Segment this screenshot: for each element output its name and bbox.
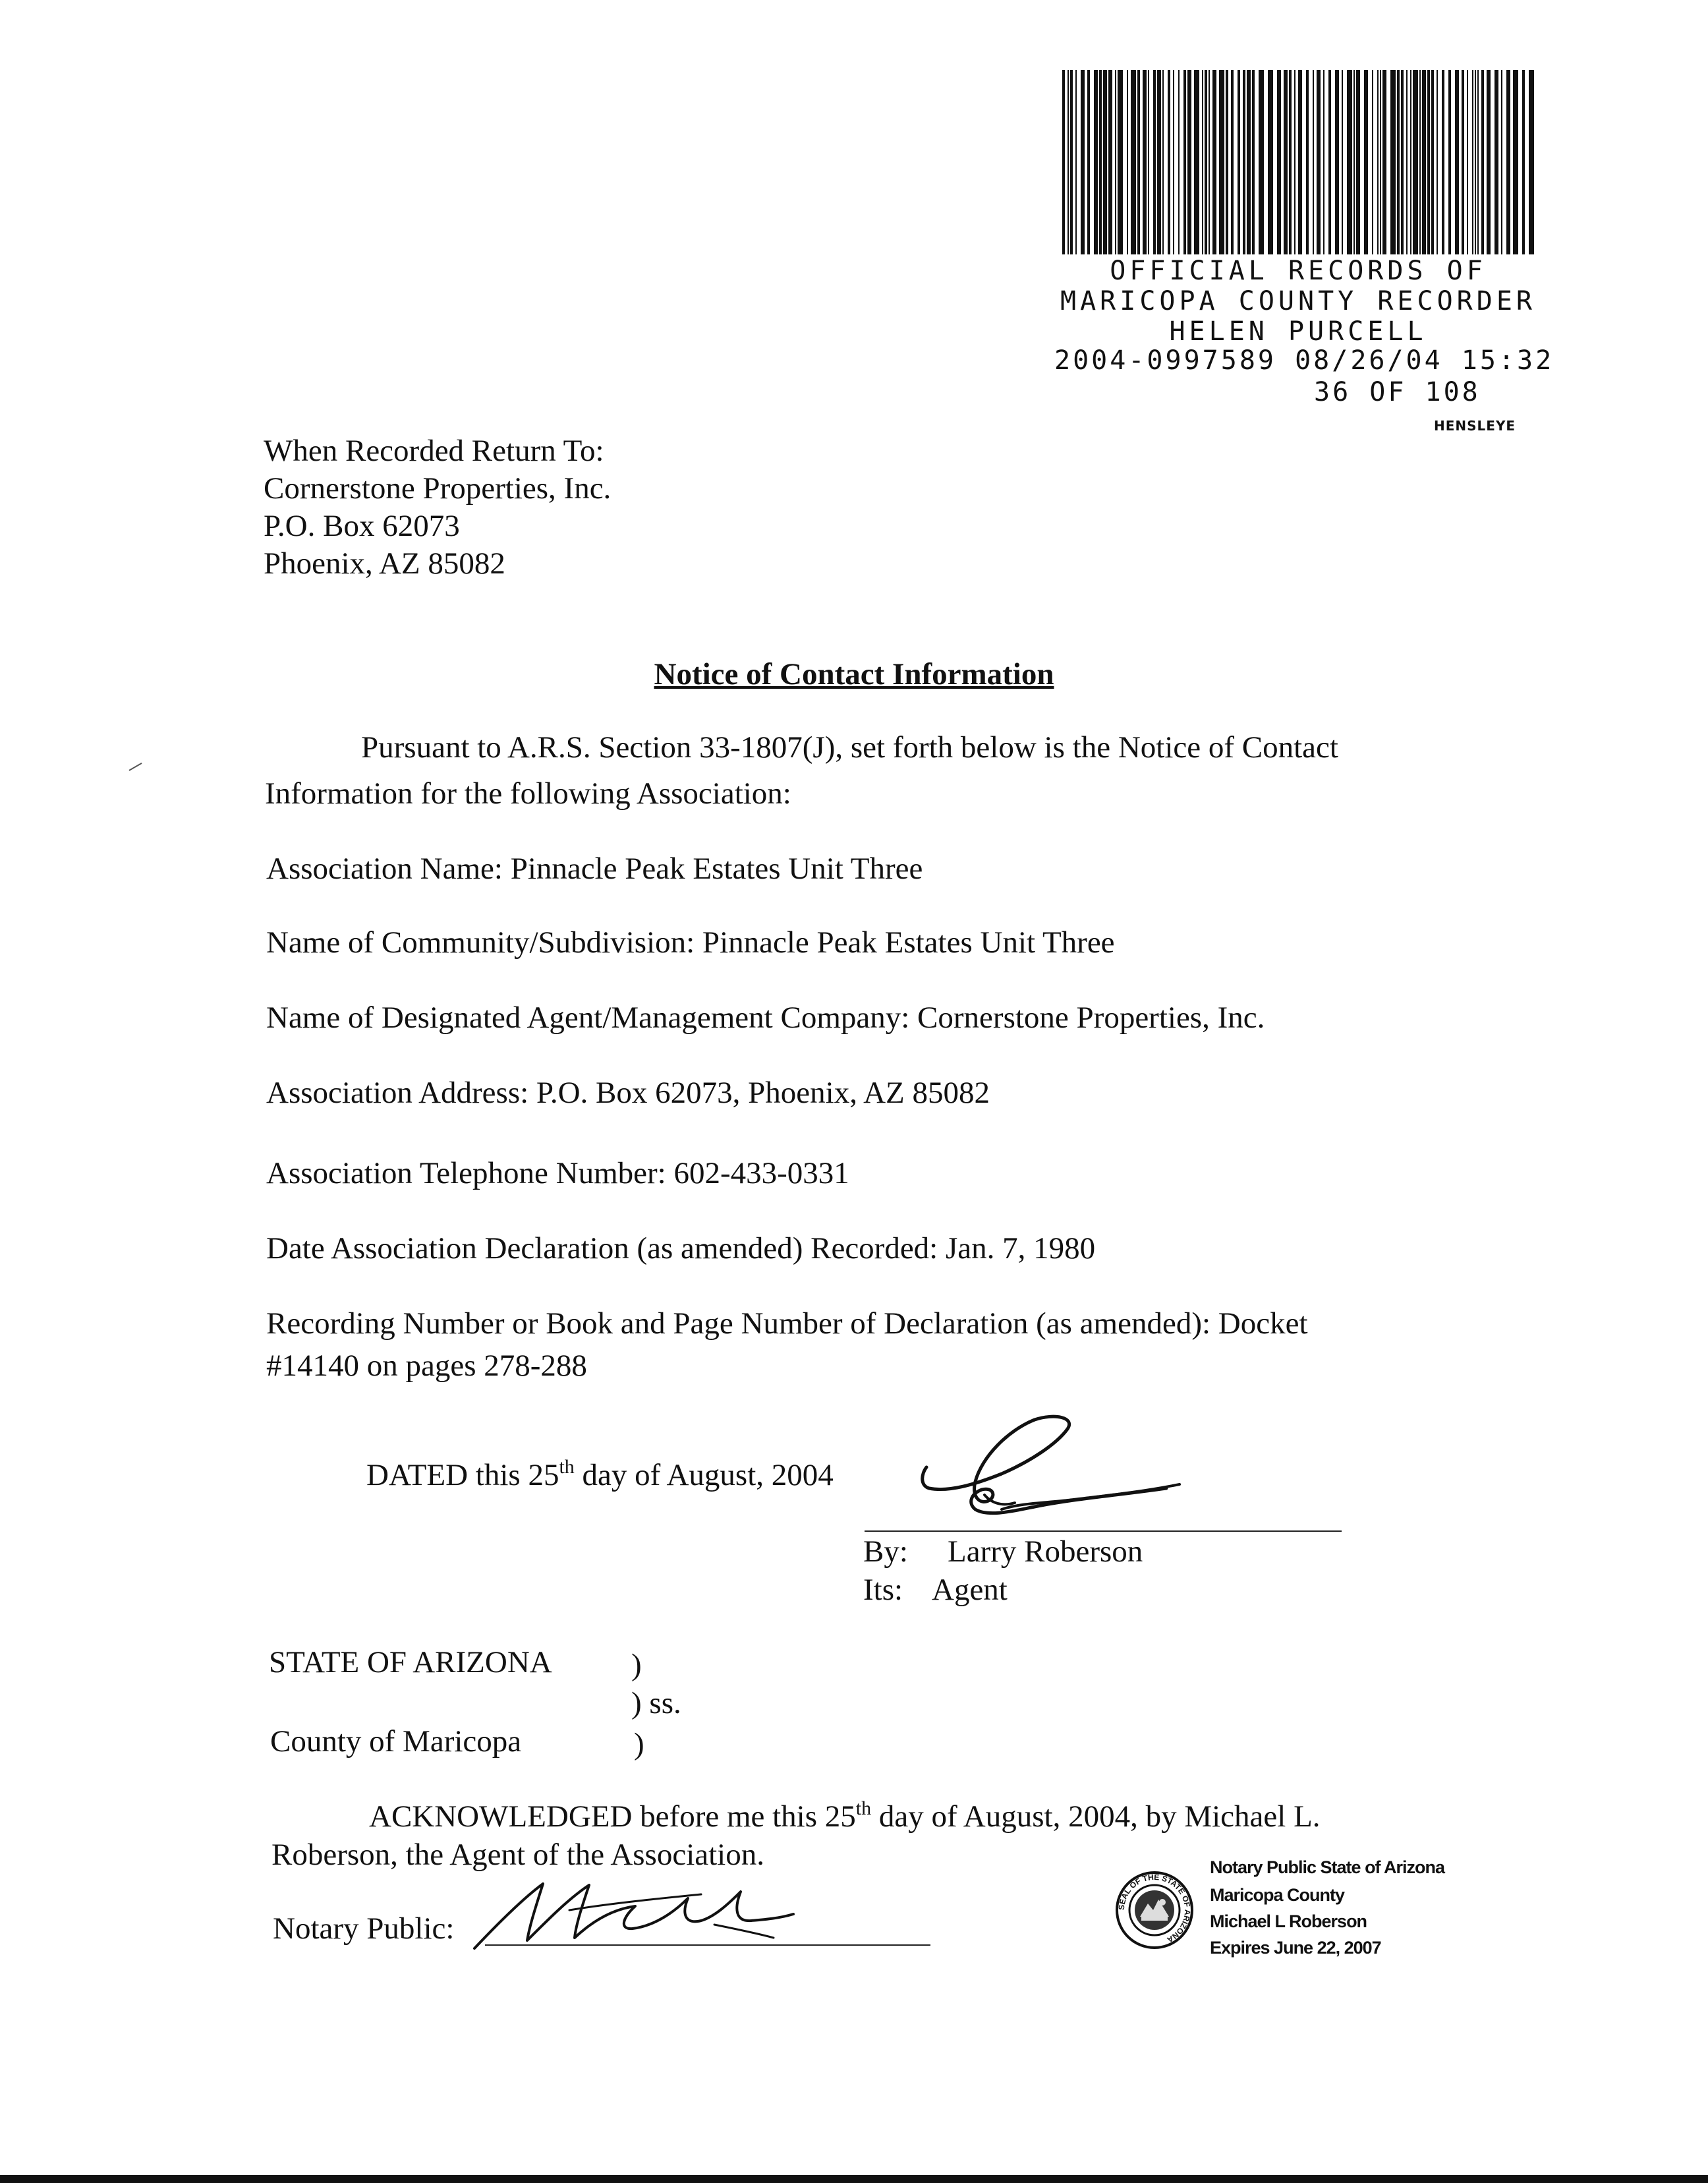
dated-ordinal: th — [559, 1456, 575, 1478]
notary-seal-line1: Notary Public State of Arizona — [1210, 1857, 1445, 1877]
barcode-bar — [1219, 70, 1224, 254]
barcode-bar — [1259, 70, 1264, 254]
barcode-bar — [1115, 70, 1116, 254]
barcode-bar — [1347, 70, 1352, 254]
seal-outer-text: SEAL OF THE STATE OF ARIZONA — [1116, 1872, 1193, 1945]
barcode-bar — [1335, 70, 1339, 254]
barcode-bar — [1252, 70, 1255, 254]
barcode-bar — [1323, 70, 1324, 254]
barcode-bar — [1284, 70, 1288, 254]
notary-seal-line2: Maricopa County — [1210, 1885, 1345, 1905]
barcode-bar — [1328, 70, 1331, 254]
barcode-bar — [1506, 70, 1510, 254]
document-title: Notice of Contact Information — [654, 657, 1054, 691]
association-telephone: Association Telephone Number: 602-433-0331 — [266, 1156, 849, 1190]
barcode-bar — [1419, 70, 1421, 254]
return-address-block — [264, 432, 611, 583]
barcode-bar — [1437, 70, 1438, 254]
barcode-bar — [1472, 70, 1473, 254]
barcode-bar — [1317, 70, 1321, 254]
barcode-bar — [1313, 70, 1314, 254]
barcode-bar — [1238, 70, 1240, 254]
page-count: 36 OF 108 — [1314, 377, 1481, 407]
barcode-bar — [1068, 70, 1069, 254]
recorder-stamp-line3: HELEN PURCELL — [1169, 316, 1427, 347]
recorder-stamp-line2: MARICOPA COUNTY RECORDER — [1060, 286, 1536, 316]
barcode-bar — [1194, 70, 1199, 254]
barcode-bar — [1377, 70, 1379, 254]
venue-paren-1: ) — [631, 1648, 642, 1682]
intro-line1: Pursuant to A.R.S. Section 33-1807(J), set forth below is the Notice of Contact — [361, 730, 1338, 765]
venue-paren-2: ) — [634, 1727, 644, 1761]
barcode-bar — [1087, 70, 1090, 254]
barcode-bar — [1243, 70, 1245, 254]
barcode-bar — [1062, 70, 1065, 254]
ack-ordinal: th — [855, 1797, 872, 1819]
association-address: Association Address: P.O. Box 62073, Phoenix, AZ 85082 — [266, 1076, 990, 1110]
return-po-box: P.O. Box 62073 — [264, 509, 460, 543]
return-company: Cornerstone Properties, Inc. — [264, 471, 612, 506]
barcode — [1060, 70, 1539, 254]
dated-line — [366, 1457, 834, 1494]
barcode-bar — [1487, 70, 1491, 254]
venue-ss: ) ss. — [631, 1686, 681, 1720]
barcode-bar — [1118, 70, 1123, 254]
barcode-bar — [1501, 70, 1502, 254]
barcode-bar — [1467, 70, 1468, 254]
barcode-bar — [1099, 70, 1102, 254]
barcode-bar — [1390, 70, 1396, 254]
barcode-bar — [1137, 70, 1140, 254]
signer-title: Agent — [932, 1573, 1008, 1607]
ack-prefix: ACKNOWLEDGED before me this 25 — [369, 1799, 856, 1834]
dated-prefix: DATED this 25 — [366, 1458, 559, 1492]
barcode-bar — [1477, 70, 1479, 254]
barcode-bar — [1148, 70, 1149, 254]
barcode-bar — [1413, 70, 1418, 254]
recording-number: 2004-0997589 08/26/04 15:32 — [1054, 345, 1554, 376]
barcode-bar — [1410, 70, 1411, 254]
barcode-bar — [1306, 70, 1309, 254]
barcode-bar — [1422, 70, 1426, 254]
recorder-operator: HENSLEYE — [1434, 418, 1516, 434]
barcode-bar — [1397, 70, 1400, 254]
notary-label: Notary Public: — [273, 1911, 455, 1946]
barcode-bar — [1081, 70, 1085, 254]
barcode-bar — [1406, 70, 1408, 254]
venue-county: County of Maricopa — [270, 1724, 522, 1759]
barcode-bar — [1356, 70, 1360, 254]
return-heading: When Recorded Return To: — [264, 434, 604, 468]
barcode-bar — [1522, 70, 1525, 254]
barcode-bar — [1277, 70, 1281, 254]
barcode-bar — [1427, 70, 1430, 254]
recorder-stamp-line1: OFFICIAL RECORDS OF — [1110, 256, 1487, 286]
ack-rest: day of August, 2004, by Michael L. — [871, 1799, 1321, 1834]
barcode-bar — [1529, 70, 1534, 254]
barcode-bar — [1209, 70, 1210, 254]
notary-seal-line3: Michael L Roberson — [1210, 1911, 1367, 1931]
barcode-bar — [1168, 70, 1170, 254]
barcode-bar — [1075, 70, 1077, 254]
barcode-bar — [1247, 70, 1251, 254]
barcode-bar — [1462, 70, 1464, 254]
management-company: Name of Designated Agent/Management Company: Cornerstone Properties, Inc. — [266, 1001, 1265, 1035]
barcode-bar — [1494, 70, 1498, 254]
barcode-bar — [1131, 70, 1136, 254]
barcode-bar — [1513, 70, 1518, 254]
barcode-bar — [1401, 70, 1404, 254]
state-seal-icon — [1115, 1871, 1194, 1950]
barcode-bar — [1289, 70, 1292, 254]
stray-mark — [128, 763, 144, 774]
intro-line2: Information for the following Association: — [265, 776, 791, 811]
page-bottom-edge — [0, 2175, 1708, 2183]
barcode-bar — [1298, 70, 1302, 254]
barcode-bar — [1187, 70, 1191, 254]
signer-name: Larry Roberson — [948, 1534, 1143, 1569]
signature-line — [865, 1530, 1342, 1532]
barcode-bar — [1153, 70, 1156, 254]
barcode-bar — [1382, 70, 1386, 254]
barcode-bar — [1231, 70, 1234, 254]
acknowledgment-line2: Roberson, the Agent of the Association. — [271, 1838, 764, 1872]
barcode-bar — [1342, 70, 1343, 254]
association-name: Association Name: Pinnacle Peak Estates Unit Three — [266, 852, 923, 886]
barcode-bar — [1157, 70, 1161, 254]
barcode-bar — [1127, 70, 1128, 254]
community-name: Name of Community/Subdivision: Pinnacle Peak Estates Unit Three — [266, 925, 1115, 960]
agent-signature — [903, 1411, 1206, 1549]
barcode-bar — [1202, 70, 1203, 254]
barcode-bar — [1173, 70, 1174, 254]
recording-number-line2: #14140 on pages 278-288 — [266, 1349, 587, 1383]
acknowledgment-line1 — [369, 1798, 1321, 1835]
notary-seal-line4: Expires June 22, 2007 — [1210, 1938, 1381, 1958]
barcode-bar — [1294, 70, 1295, 254]
barcode-bar — [1103, 70, 1107, 254]
barcode-bar — [1448, 70, 1451, 254]
barcode-bar — [1353, 70, 1355, 254]
barcode-bar — [1094, 70, 1098, 254]
barcode-bar — [1481, 70, 1484, 254]
barcode-bar — [1268, 70, 1273, 254]
dated-rest: day of August, 2004 — [574, 1458, 834, 1492]
barcode-bar — [1212, 70, 1216, 254]
barcode-bar — [1364, 70, 1368, 254]
notary-signature-line — [485, 1944, 930, 1946]
venue-state: STATE OF ARIZONA — [269, 1645, 552, 1679]
barcode-bar — [1205, 70, 1207, 254]
barcode-bar — [1431, 70, 1434, 254]
barcode-bar — [1372, 70, 1373, 254]
barcode-bar — [1183, 70, 1186, 254]
recording-number-line1: Recording Number or Book and Page Number of Declaration (as amended): Docket — [266, 1306, 1308, 1341]
barcode-bar — [1178, 70, 1180, 254]
signer-by-label: By: — [863, 1534, 908, 1569]
return-city: Phoenix, AZ 85082 — [264, 546, 505, 581]
barcode-bar — [1226, 70, 1228, 254]
declaration-date: Date Association Declaration (as amended) Recorded: Jan. 7, 1980 — [266, 1231, 1096, 1266]
barcode-bar — [1143, 70, 1147, 254]
barcode-bar — [1442, 70, 1444, 254]
barcode-bar — [1070, 70, 1073, 254]
barcode-bar — [1108, 70, 1112, 254]
barcode-bar — [1162, 70, 1164, 254]
barcode-bar — [1455, 70, 1459, 254]
signer-its-label: Its: — [863, 1573, 903, 1607]
barcode-bar — [1475, 70, 1476, 254]
barcode-bar — [1380, 70, 1381, 254]
